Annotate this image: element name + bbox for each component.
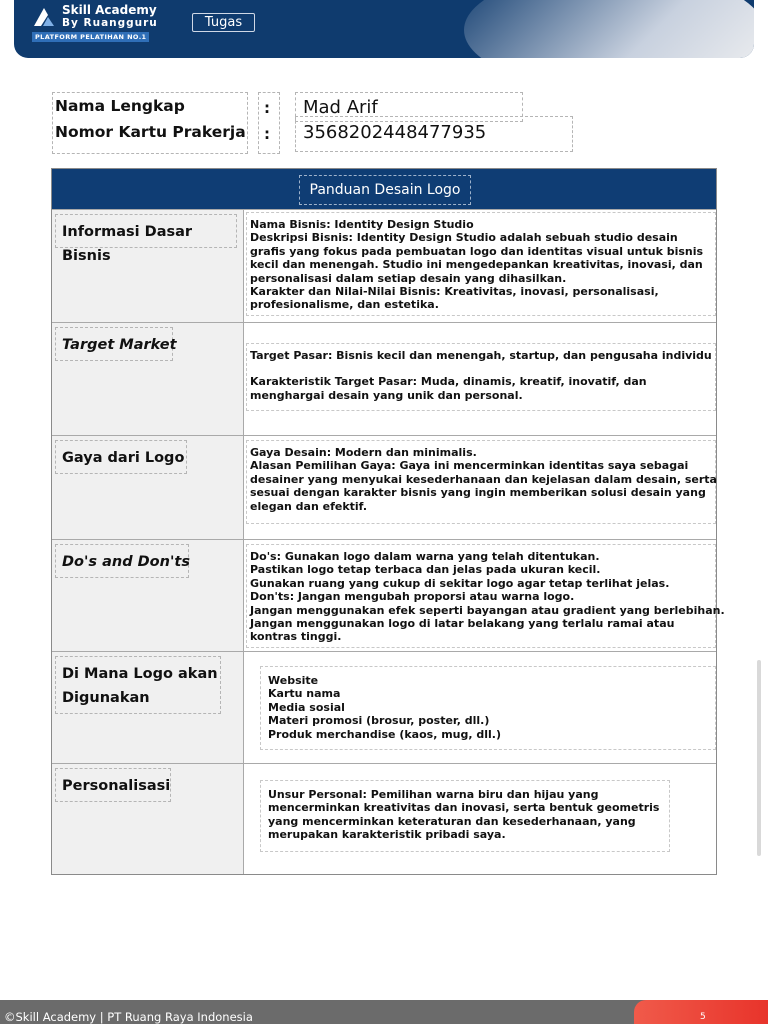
text-line: yang mencerminkan keteraturan dan kesederhanaan, yang (268, 814, 636, 828)
text-line: elegan dan efektif. (250, 499, 368, 513)
row-content-cell (244, 540, 725, 651)
row-content-cell (244, 436, 716, 539)
logo-style-label: Gaya dari Logo (62, 450, 185, 466)
text-line: grafis yang fokus pada pembuatan logo dan identitas visual untuk bisnis (250, 244, 704, 258)
text-line: sesuai dengan karakter bisnis yang ingin memberikan solusi desain yang (250, 486, 706, 500)
text-line: Jangan menggunakan logo di latar belakang yang terlalu ramai atau (250, 617, 675, 631)
card-number-label: Nomor Kartu Prakerja (55, 123, 246, 141)
brand-name (62, 4, 158, 29)
target-market-text (250, 349, 712, 402)
text-line: Target Pasar: Bisnis kecil dan menengah, startup, dan pengusaha individu (250, 349, 712, 362)
table-row-target-market (52, 322, 716, 435)
table-row-personalization (52, 763, 716, 874)
name-label: Nama Lengkap (55, 97, 185, 115)
logo-usage-label (62, 662, 218, 710)
text-line: menghargai desain yang unik dan personal. (250, 388, 523, 402)
list-item: Produk merchandise (kaos, mug, dll.) (268, 727, 502, 741)
label-line: Di Mana Logo akan (62, 666, 218, 682)
page-number-tab (634, 1000, 768, 1024)
logo-guide-table (51, 168, 725, 875)
text-line-blank (250, 362, 712, 375)
table-row-logo-usage (52, 651, 716, 763)
name-colon: : (264, 99, 270, 117)
table-header (52, 169, 716, 209)
name-value: Mad Arif (303, 97, 378, 118)
text-line: profesionalisme, dan estetika. (250, 298, 439, 312)
text-line: Jangan menggunakan efek seperti bayangan atau gradient yang berlebihan. (250, 603, 725, 617)
text-line: Gunakan ruang yang cukup di sekitar logo agar tetap terlihat jelas. (250, 576, 670, 590)
table-row-business-info (52, 209, 716, 322)
text-line: Don'ts: Jangan mengubah proporsi atau warna logo. (250, 590, 575, 604)
list-item: Media sosial (268, 700, 345, 714)
header-decoration (464, 0, 754, 58)
text-line: Karakteristik Target Pasar: Muda, dinamis, kreatif, inovatif, dan (250, 375, 647, 389)
scrollbar[interactable] (757, 660, 761, 856)
text-line: Alasan Pemilihan Gaya: Gaya ini mencerminkan identitas saya sebagai (250, 459, 689, 473)
page-number: 5 (700, 1012, 706, 1022)
logo-usage-list (268, 674, 501, 741)
row-content-cell (244, 764, 716, 874)
text-line: Nama Bisnis: Identity Design Studio (250, 218, 474, 231)
table-title: Panduan Desain Logo (299, 175, 471, 205)
row-label-cell (52, 652, 244, 763)
row-label-cell (52, 436, 244, 539)
text-line: merupakan karakteristik pribadi saya. (268, 828, 506, 842)
text-line: personalisasi dalam setiap desain yang dihasilkan. (250, 271, 567, 285)
row-label-cell (52, 540, 244, 651)
row-label-cell (52, 210, 244, 322)
table-row-dos-donts (52, 539, 725, 651)
row-content-cell (244, 323, 716, 435)
footer (0, 1000, 768, 1024)
dos-donts-text (250, 550, 725, 644)
logo-style-text (250, 446, 717, 513)
text-line: mencerminkan kreativitas dan inovasi, serta bentuk geometris (268, 801, 660, 815)
text-line: desainer yang menyukai kesederhanaan dan kejelasan dalam desain, serta (250, 472, 717, 486)
target-market-label: Target Market (62, 337, 177, 353)
brand-line-2: By Ruangguru (62, 17, 158, 29)
row-content-cell (244, 652, 716, 763)
header-banner (14, 0, 754, 58)
list-item: Materi promosi (brosur, poster, dll.) (268, 714, 490, 728)
list-item: Kartu nama (268, 687, 341, 701)
row-content-cell (244, 210, 716, 322)
card-number-colon: : (264, 125, 270, 143)
text-line: Do's: Gunakan logo dalam warna yang telah ditentukan. (250, 550, 600, 563)
row-label-cell (52, 764, 244, 874)
text-line: kecil dan menengah. Studio ini mengedepankan kreativitas, inovasi, dan (250, 258, 703, 272)
table-row-logo-style (52, 435, 716, 539)
label-line: Digunakan (62, 690, 150, 706)
brand-tagline: PLATFORM PELATIHAN NO.1 (32, 32, 149, 42)
dos-donts-label: Do's and Don'ts (62, 554, 190, 570)
text-line: Deskripsi Bisnis: Identity Design Studio adalah sebuah studio desain (250, 231, 678, 245)
business-info-text (250, 218, 703, 312)
list-item: Website (268, 674, 319, 687)
text-line: Pastikan logo tetap terbaca dan jelas pada ukuran kecil. (250, 563, 601, 577)
tugas-tag: Tugas (192, 13, 255, 32)
business-info-label: Informasi Dasar Bisnis (62, 224, 193, 264)
card-number-value: 3568202448477935 (303, 122, 487, 143)
personalization-text (268, 788, 659, 842)
text-line: Unsur Personal: Pemilihan warna biru dan hijau yang (268, 788, 599, 801)
text-line: kontras tinggi. (250, 630, 342, 644)
text-line: Gaya Desain: Modern dan minimalis. (250, 446, 477, 459)
brand-line-1: Skill Academy (62, 3, 157, 17)
footer-copyright: ©Skill Academy | PT Ruang Raya Indonesia (4, 1010, 253, 1024)
skill-academy-logo-icon (32, 6, 56, 28)
personalization-label: Personalisasi (62, 778, 171, 794)
text-line: Karakter dan Nilai-Nilai Bisnis: Kreativitas, inovasi, personalisasi, (250, 285, 659, 299)
row-label-cell (52, 323, 244, 435)
